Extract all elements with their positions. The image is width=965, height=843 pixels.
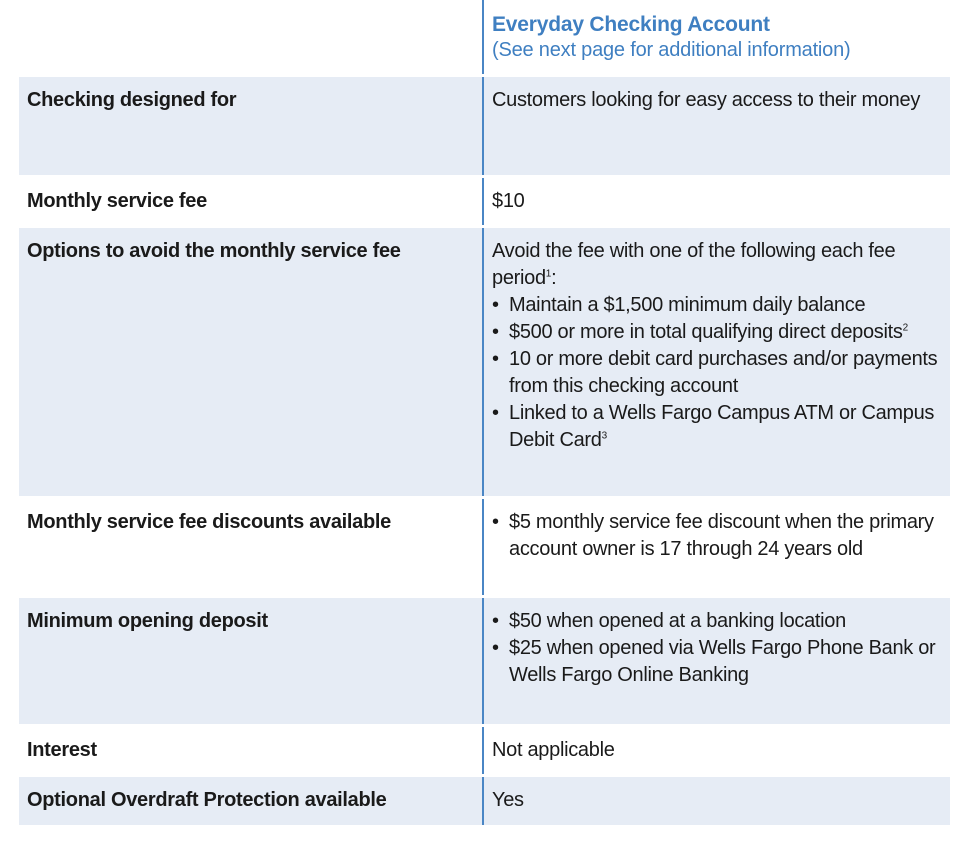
- header-label-cell: [19, 0, 482, 74]
- intro-text: Avoid the fee with one of the following each fee period: [492, 240, 896, 289]
- table-row: [19, 724, 950, 774]
- table-row: [19, 774, 950, 825]
- row-label: Optional Overdraft Protection available: [27, 789, 387, 811]
- table-row: [19, 496, 950, 595]
- row-value: [482, 499, 950, 595]
- bullet-marker: •: [492, 321, 499, 343]
- row-value: Yes: [482, 777, 950, 825]
- table-header: [19, 0, 950, 74]
- row-label: Monthly service fee: [27, 190, 207, 212]
- list-item: [492, 400, 942, 454]
- list-item: [492, 292, 942, 319]
- footnote-marker: 1: [545, 268, 552, 280]
- bullet-text: 10 or more debit card purchases and/or payments from this checking account: [509, 348, 938, 397]
- list-item: [492, 635, 942, 689]
- account-subtitle: (See next page for additional information): [492, 39, 851, 61]
- row-intro: [492, 238, 942, 292]
- bullet-marker: •: [492, 511, 499, 533]
- bullet-text: Maintain a $1,500 minimum daily balance: [509, 294, 866, 316]
- bullet-marker: •: [492, 610, 499, 632]
- list-item: [492, 509, 942, 563]
- row-label: Checking designed for: [27, 89, 237, 111]
- row-label: Minimum opening deposit: [27, 610, 268, 632]
- bullet-text: Linked to a Wells Fargo Campus ATM or Campus Debit Card$^3$: [509, 402, 935, 451]
- row-value: [482, 228, 950, 496]
- row-label: Options to avoid the monthly service fee: [27, 240, 401, 262]
- bullet-marker: •: [492, 402, 499, 424]
- bullet-text: $25 when opened via Wells Fargo Phone Bank or Wells Fargo Online Banking: [509, 637, 936, 686]
- row-value: [482, 598, 950, 724]
- table-row: [19, 225, 950, 496]
- bullet-text: $5 monthly service fee discount when the primary account owner is 17 through 24 years old: [509, 511, 934, 560]
- footnote-marker: 2: [902, 322, 908, 334]
- row-value: Not applicable: [482, 727, 950, 774]
- bullet-text: $500 or more in total qualifying direct deposits$^2$: [509, 321, 908, 343]
- row-value: $10: [482, 178, 950, 225]
- bullet-marker: •: [492, 348, 499, 370]
- table-row: [19, 175, 950, 225]
- header-value-cell: [482, 0, 950, 74]
- bullet-marker: •: [492, 294, 499, 316]
- table-row: [19, 595, 950, 724]
- bullet-text: $50 when opened at a banking location: [509, 610, 846, 632]
- table-row: [19, 74, 950, 175]
- intro-suffix: :: [551, 267, 557, 289]
- list-item: [492, 346, 942, 400]
- list-item: [492, 319, 942, 346]
- row-label: Monthly service fee discounts available: [27, 511, 391, 533]
- list-item: [492, 608, 942, 635]
- account-title: Everyday Checking Account: [492, 13, 770, 36]
- row-label: Interest: [27, 739, 97, 761]
- footnote-marker: 3: [601, 430, 607, 442]
- bullet-marker: •: [492, 637, 499, 659]
- row-value: Customers looking for easy access to their money: [482, 77, 950, 175]
- account-comparison-table: [19, 0, 950, 825]
